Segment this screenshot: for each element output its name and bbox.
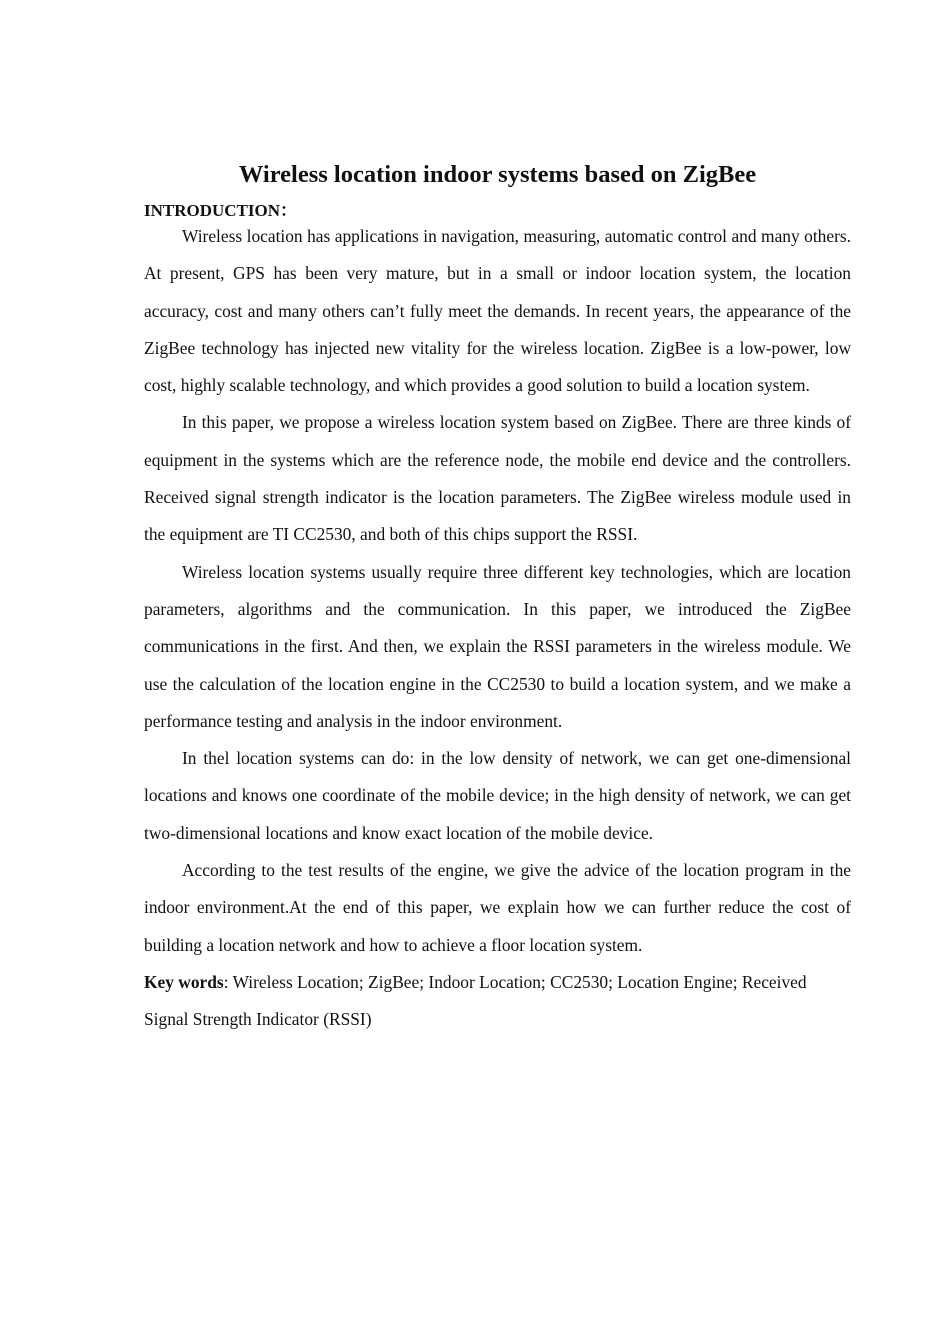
paragraph-5: According to the test results of the engine, we give the advice of the location program in the indoor environment.At the end of this paper, we explain how we can further reduce the cost of building a location network and how to achieve a floor location system. <box>144 860 851 955</box>
paragraph-1: Wireless location has applications in navigation, measuring, automatic control and many others. At present, GPS has been very mature, but in a small or indoor location system, the location accuracy, cost and many others can’t fully meet the demands. In recent years, the appearance of the ZigBee technology has injected new vitality for the wireless location. ZigBee is a low-power, low cost, highly scalable technology, and which provides a good solution to build a location system. <box>144 226 851 396</box>
paragraph-2: In this paper, we propose a wireless location system based on ZigBee. There are three kinds of equipment in the systems which are the reference node, the mobile end device and the controllers. Received signal strength indicator is the location parameters. The ZigBee wireless module used in the equipment are TI CC2530, and both of this chips support the RSSI. <box>144 412 851 545</box>
keywords-text: : Wireless Location; ZigBee; Indoor Location; CC2530; Location Engine; Received Signal Strength Indicator (RSSI) <box>144 971 807 1030</box>
document-title: Wireless location indoor systems based on ZigBee <box>238 161 757 188</box>
keywords-line <box>144 964 851 1039</box>
section-heading-introduction: INTRODUCTION： <box>144 201 298 220</box>
document-body <box>144 158 851 1039</box>
paragraph-3: Wireless location systems usually require three different key technologies, which are location parameters, algorithms and the communication. In this paper, we introduced the ZigBee communications in the first. And then, we explain the RSSI parameters in the wireless module. We use the calculation of the location engine in the CC2530 to build a location system, and we make a performance testing and analysis in the indoor environment. <box>144 561 851 731</box>
keywords-label: Key words <box>144 971 224 992</box>
paragraph-4: In thel location systems can do: in the low density of network, we can get one-dimensional locations and knows one coordinate of the mobile device; in the high density of network, we can get two-dimensional locations and know exact location of the mobile device. <box>144 748 851 843</box>
